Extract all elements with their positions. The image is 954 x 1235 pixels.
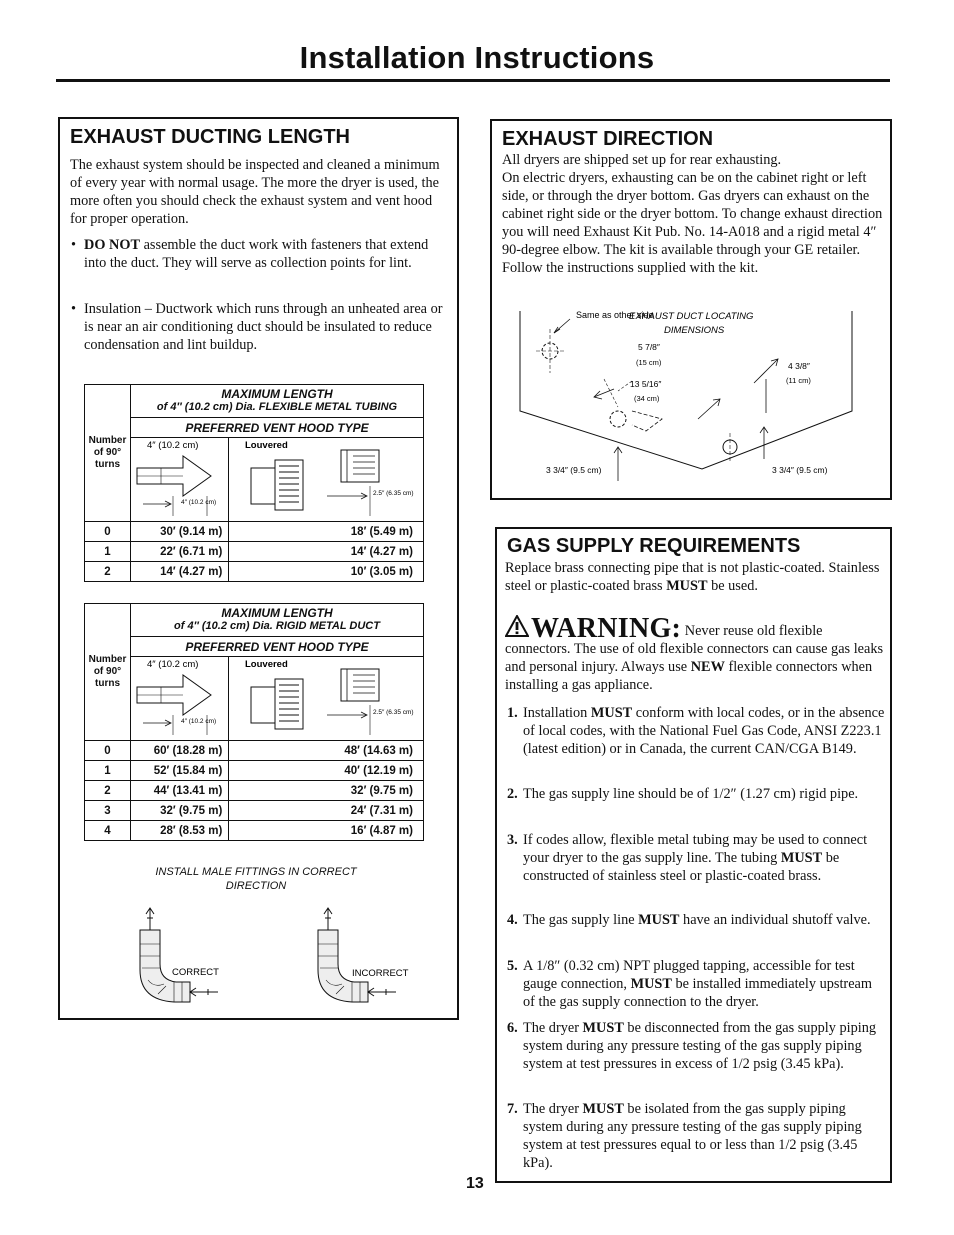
vent-hood-type-label: PREFERRED VENT HOOD TYPE [131, 637, 424, 657]
svg-text:2.5″ (6.35 cm): 2.5″ (6.35 cm) [373, 490, 414, 497]
gas-item-6: 6. The dryer MUST be disconnected from the gas supply piping system during any pressure testing of the gas supply piping system at test pressures in excess of 1/2 psig (3.45 kPa). [507, 1020, 876, 1072]
exhaust-direction-heading: EXHAUST DIRECTION [502, 128, 714, 150]
table-title: MAXIMUM LENGTH of 4″ (10.2 cm) Dia. FLEXIBLE METAL TUBING [131, 385, 424, 418]
bullet-insulation: • Insulation – Ductwork which runs through an unheated area or is near an air conditioning duct should be insulated to reduce condensation and lint buildup. [70, 300, 450, 354]
warning-triangle-icon [505, 615, 529, 637]
vent-hood-type-label: PREFERRED VENT HOOD TYPE [131, 418, 424, 438]
hood-4in-cell [131, 657, 229, 741]
svg-text:5 7/8″: 5 7/8″ [638, 342, 660, 352]
exhaust-length-intro: The exhaust system should be inspected and cleaned a minimum of every year with normal usage. The more the dryer is used, the more often you should check the exhaust system and vent hood for proper operation. [70, 157, 440, 227]
gas-supply-section [495, 527, 892, 1183]
svg-text:(34 cm): (34 cm) [634, 394, 660, 403]
exhaust-direction-section [490, 119, 892, 500]
correct-label: CORRECT [172, 967, 219, 978]
page-title: Installation Instructions [299, 40, 655, 75]
hood-4in-illustration [131, 657, 228, 737]
title-rule [56, 79, 890, 82]
warning-word: WARNING: [531, 613, 682, 644]
svg-text:(11 cm): (11 cm) [786, 376, 811, 385]
gas-supply-intro: Replace brass connecting pipe that is not plastic-coated. Stainless steel or plastic-coated brass MUST be used. [505, 560, 880, 594]
svg-text:Louvered: Louvered [245, 440, 289, 451]
diagram-title-1: EXHAUST DUCT LOCATING [629, 311, 754, 322]
table-title: MAXIMUM LENGTH of 4″ (10.2 cm) Dia. RIGID METAL DUCT [131, 604, 424, 637]
hood-louvered-illustration [229, 657, 422, 737]
table-row: 0 30′ (9.14 m) 18′ (5.49 m) [85, 522, 424, 542]
bullet-do-not [70, 236, 450, 272]
table-row: 2 14′ (4.27 m) 10′ (3.05 m) [85, 562, 424, 582]
svg-text:4″ (10.2 cm): 4″ (10.2 cm) [147, 440, 199, 451]
flexible-tubing-table [84, 384, 424, 582]
turns-label: Number of 90° turns [85, 385, 131, 522]
svg-text:Louvered: Louvered [245, 659, 289, 670]
table-row: 2 44′ (13.41 m) 32′ (9.75 m) [85, 781, 424, 801]
turns-label: Number of 90° turns [85, 604, 131, 741]
svg-text:4″ (10.2 cm): 4″ (10.2 cm) [181, 718, 217, 725]
hood-louvered-illustration [229, 438, 422, 518]
gas-item-2: 2. The gas supply line should be of 1/2″ (1.27 cm) rigid pipe. [507, 786, 859, 802]
fittings-diagram [120, 904, 420, 1014]
svg-text:4 3/8″: 4 3/8″ [788, 361, 810, 371]
page-number: 13 [466, 1175, 484, 1192]
svg-text:13 5/16″: 13 5/16″ [630, 379, 662, 389]
diagram-title-2: DIMENSIONS [664, 325, 725, 336]
hood-louvered-cell [229, 657, 424, 741]
exhaust-direction-text-1: All dryers are shipped set up for rear exhausting. [502, 152, 782, 168]
hood-4in-illustration [131, 438, 228, 518]
hood-4in-cell [131, 438, 229, 522]
svg-text:4″ (10.2 cm): 4″ (10.2 cm) [181, 499, 217, 506]
table-row: 1 22′ (6.71 m) 14′ (4.27 m) [85, 542, 424, 562]
exhaust-direction-text [502, 151, 886, 277]
correct-fitting-illustration [140, 908, 218, 1002]
gas-item-5: 5. A 1/8″ (0.32 cm) NPT plugged tapping, accessible for test gauge connection, MUST be installed immediately upstream of the gas supply connection to the dryer. [507, 958, 873, 1010]
svg-text:4″ (10.2 cm): 4″ (10.2 cm) [147, 659, 199, 670]
gas-item-7: 7. The dryer MUST be isolated from the gas supply piping system during any pressure testing of the gas supply piping system at test pressures equal to or less than 1/2 psig (3.45 kPa). [507, 1101, 862, 1171]
table-row: 1 52′ (15.84 m) 40′ (12.19 m) [85, 761, 424, 781]
svg-text:3 3/4″ (9.5 cm): 3 3/4″ (9.5 cm) [546, 465, 602, 475]
exhaust-direction-text-2: On electric dryers, exhausting can be on the cabinet right or left side, or through the dryer bottom. Gas dryers can exhaust on the cabinet right side or the dryer bottom. To change exhaust direction you will need Exhaust Kit Pub. No. 14-A018 and a rigid metal 4″ 90-degree elbow. The kit is available through your GE retailer. Follow the instructions supplied with the kit. [502, 170, 883, 276]
exhaust-ducting-length-section [58, 117, 459, 1020]
gas-supply-heading: GAS SUPPLY REQUIREMENTS [507, 535, 801, 557]
incorrect-label: INCORRECT [352, 968, 409, 979]
svg-text:3 3/4″ (9.5 cm): 3 3/4″ (9.5 cm) [772, 465, 828, 475]
warning-block: WARNING: Never reuse old flexible connectors. The use of old flexible connectors can cause gas leaks and personal injury. Always use NEW flexible connectors when installing a gas appliance. [505, 613, 884, 693]
gas-item-4: 4. The gas supply line MUST have an individual shutoff valve. [507, 912, 871, 928]
table-row: 3 32′ (9.75 m) 24′ (7.31 m) [85, 801, 424, 821]
exhaust-length-heading: EXHAUST DUCTING LENGTH [70, 126, 350, 148]
gas-item-1: 1. Installation MUST conform with local codes, or in the absence of local codes, with the National Fuel Gas Code, ANSI Z223.1 (latest edition) or in Canada, the current CAN/CGA B149. [507, 705, 885, 757]
bullet-do-not-bold: DO NOT [84, 237, 141, 253]
exhaust-duct-locating-diagram [514, 307, 860, 483]
table-row: 4 28′ (8.53 m) 16′ (4.87 m) [85, 821, 424, 841]
same-side-line1: Same as other side [576, 310, 654, 320]
hood-louvered-cell [229, 438, 424, 522]
incorrect-fitting-illustration [318, 908, 396, 1002]
gas-item-3: 3. If codes allow, flexible metal tubing may be used to connect your dryer to the gas supply line. The tubing MUST be constructed of stainless steel or plastic-coated brass. [507, 832, 868, 884]
install-fittings-note: INSTALL MALE FITTINGS IN CORRECT DIRECTION [155, 866, 357, 892]
rigid-duct-table [84, 603, 424, 841]
table-row: 0 60′ (18.28 m) 48′ (14.63 m) [85, 741, 424, 761]
svg-text:(15 cm): (15 cm) [636, 358, 662, 367]
svg-text:2.5″ (6.35 cm): 2.5″ (6.35 cm) [373, 709, 414, 716]
bullet-do-not-text: assemble the duct work with fasteners that extend into the duct. They will serve as collection points for lint. [84, 237, 429, 271]
